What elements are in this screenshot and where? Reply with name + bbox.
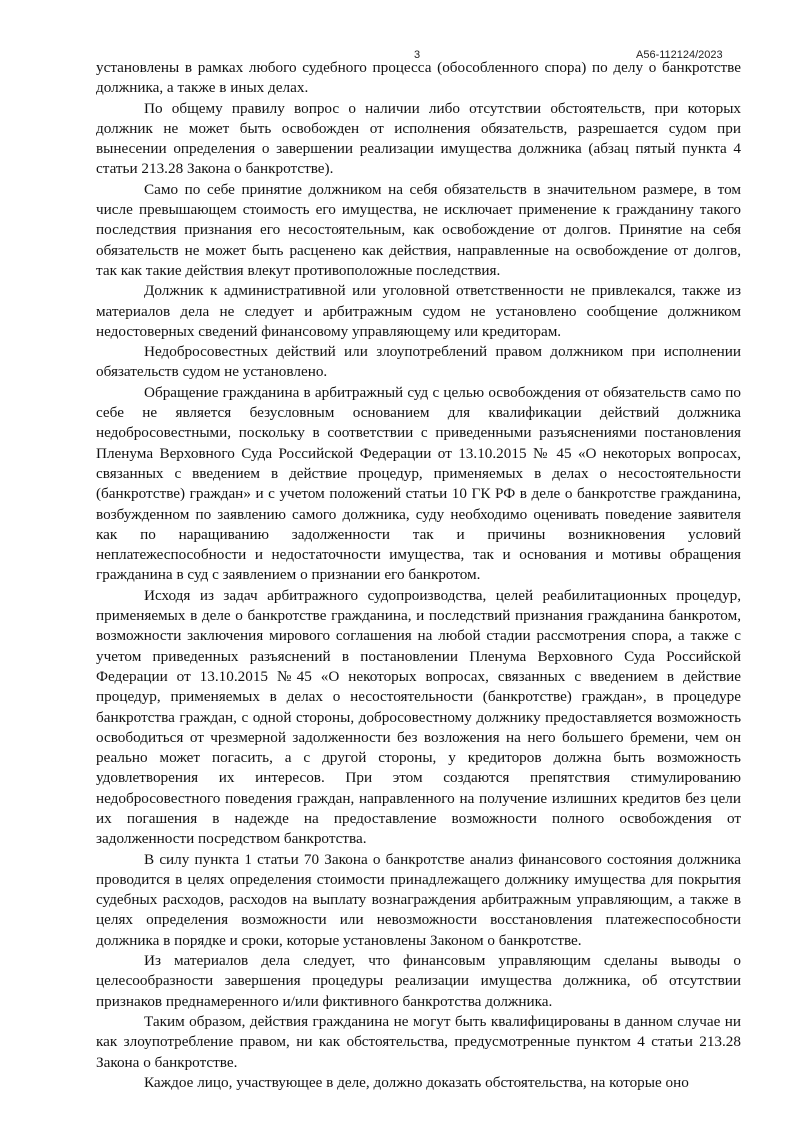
paragraph: Должник к административной или уголовной ответственности не привлекался, также из материалов дела не следует и арбитражным судом не установлено сообщение должником недостоверных сведений финансовому управляющему или кредиторам. [96, 282, 741, 340]
paragraph-continuation: установлены в рамках любого судебного процесса (обособленного спора) по делу о банкротстве должника, а также в иных делах. [96, 59, 741, 97]
document-body [96, 58, 741, 1093]
paragraph: Недобросовестных действий или злоупотреблений правом должником при исполнении обязательств судом не установлено. [96, 343, 741, 381]
paragraph: Таким образом, действия гражданина не могут быть квалифицированы в данном случае ни как злоупотребление правом, ни как обстоятельства, предусмотренные пунктом 4 статьи 213.28 Закона о банкротстве. [96, 1012, 741, 1071]
paragraph: Обращение гражданина в арбитражный суд с целью освобождения от обязательств само по себе не является безусловным основанием для квалификации действий должника недобросовестными, поскольку в соответствии с приведенными разъяснениями постановления Пленума Верховного Суда Российской Федерации от 13.10.2015 № 45 «О некоторых вопросах, связанных с введением в действие процедур, применяемых в делах о несостоятельности (банкротстве) граждан» и с учетом положений статьи 10 ГК РФ в деле о банкротстве гражданина, возбужденном по заявлению самого должника, суду необходимо оценивать поведение заявителя как по наращиванию задолженности так и причины возникновения условий неплатежеспособности и недостаточности имущества, так и основания и мотивы обращения гражданина в суд с заявлением о признании его банкротом. [96, 383, 741, 584]
page-number: 3 [414, 49, 421, 61]
paragraph: Из материалов дела следует, что финансовым управляющим сделаны выводы о целесообразности завершения процедуры реализации имущества должника, об отсутствии признаков преднамеренного и/или фиктивного банкротства должника. [96, 952, 741, 1010]
paragraph: Само по себе принятие должником на себя обязательств в значительном размере, в том числе превышающем стоимость его имущества, не исключает применение к гражданину такого последствия признания его несостоятельным, как освобождение от долгов. Принятие на себя обязательств не может быть расценено как действия, направленные на освобождение от долгов, так как такие действия влекут противоположные последствия. [96, 180, 741, 279]
paragraph: Исходя из задач арбитражного судопроизводства, целей реабилитационных процедур, применяемых в деле о банкротстве гражданина, и последствий признания гражданина банкротом, возможности заключения мирового соглашения на любой стадии рассмотрения спора, а также с учетом приведенных разъяснений в постановлении Пленума Верховного Суда Российской Федерации от 13.10.2015 №45 «О некоторых вопросах, связанных с введением в действие процедур, применяемых в делах о несостоятельности (банкротстве) граждан», в процедуре банкротства граждан, с одной стороны, добросовестному должнику предоставляется возможность освободиться от чрезмерной задолженности без возложения на него большего бремени, чем он реально может погасить, а с другой стороны, у кредиторов должна быть возможность удовлетворения их интересов. При этом создаются препятствия стимулированию недобросовестного поведения граждан, направленного на получение излишних кредитов без цели их погашения в надежде на предоставление возможности полного освобождения от задолженности посредством банкротства. [96, 586, 741, 848]
paragraph: В силу пункта 1 статьи 70 Закона о банкротстве анализ финансового состояния должника проводится в целях определения стоимости принадлежащего должнику имущества для покрытия судебных расходов, расходов на выплату вознаграждения арбитражным управляющим, а также в целях определения возможности или невозможности восстановления платежеспособности должника в порядке и сроки, которые установлены Законом о банкротстве. [96, 850, 741, 949]
case-number: А56-112124/2023 [636, 49, 723, 61]
paragraph-truncated: Каждое лицо, участвующее в деле, должно доказать обстоятельства, на которые оно [144, 1073, 689, 1091]
paragraph: По общему правилу вопрос о наличии либо отсутствии обстоятельств, при которых должник не может быть освобожден от исполнения обязательств, разрешается судом при вынесении определения о завершении реализации имущества должника (абзац пятый пункта 4 статьи 213.28 Закона о банкротстве). [96, 99, 741, 178]
